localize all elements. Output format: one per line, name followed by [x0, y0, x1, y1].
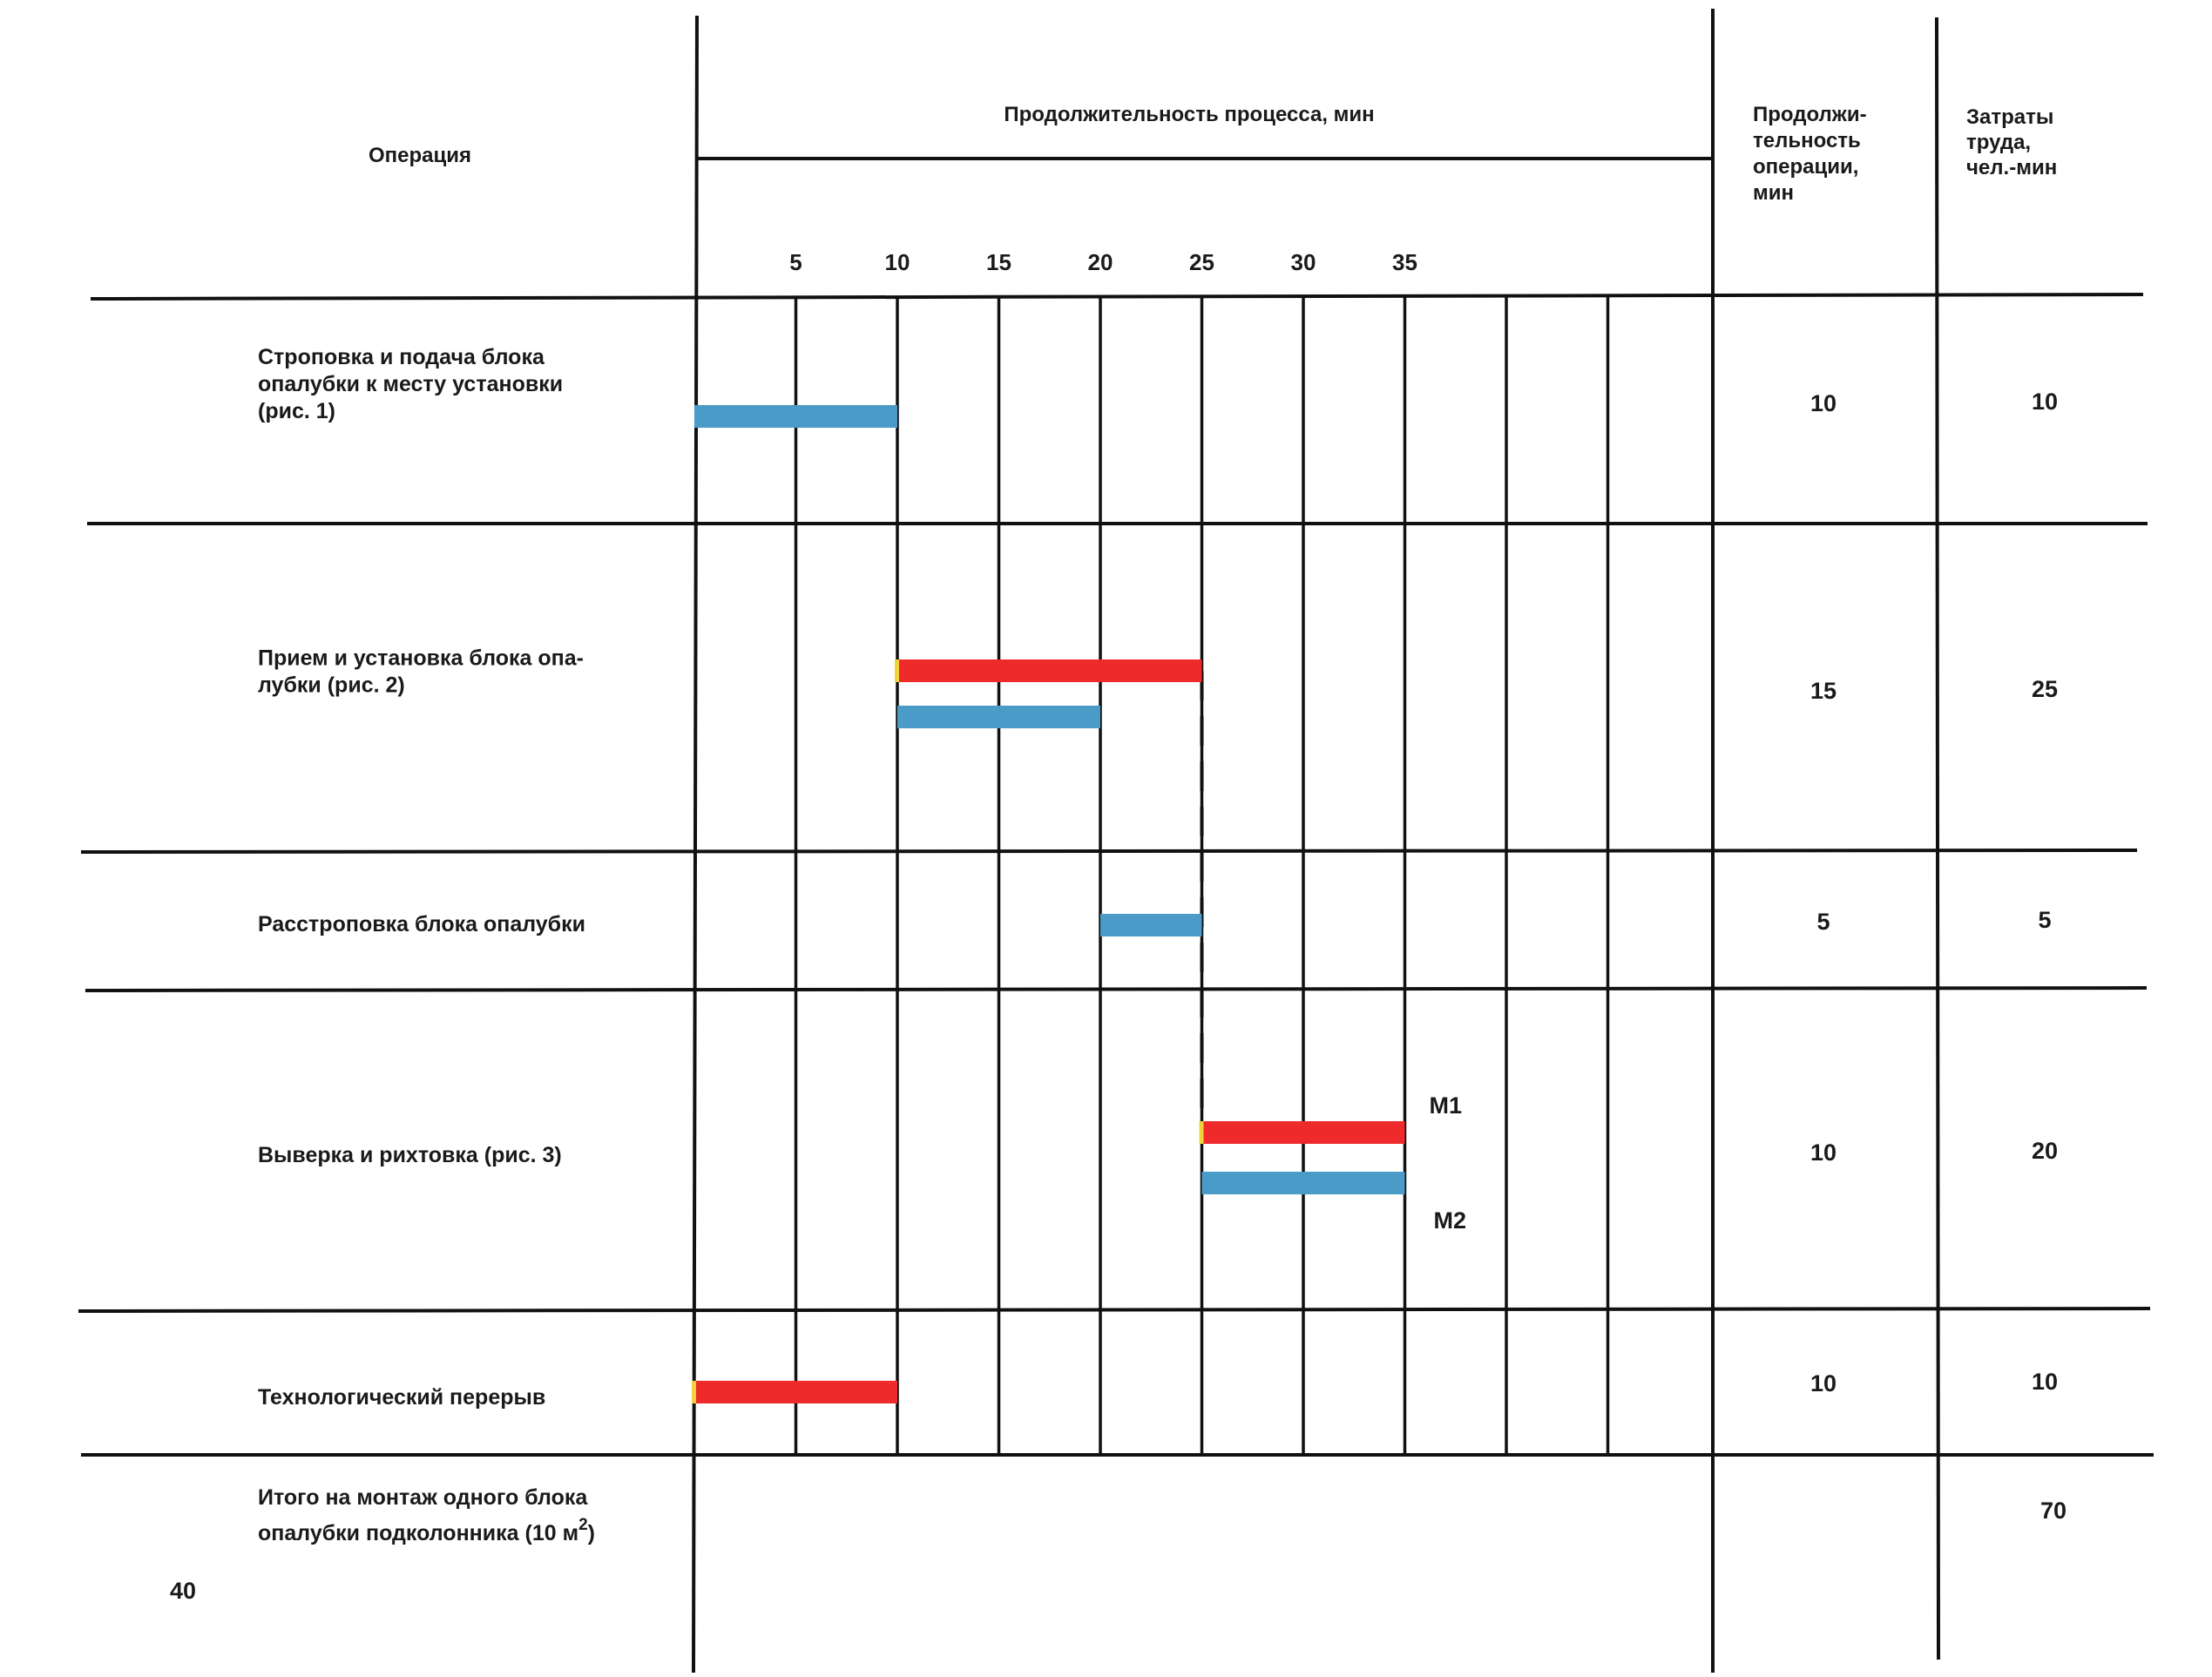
header-op-duration-line: тельность [1753, 129, 1861, 152]
header-process-duration: Продолжительность процесса, мин [1004, 103, 1375, 126]
x-tick-label: 15 [986, 249, 1011, 275]
total-label-line: Итого на монтаж одного блока [258, 1485, 588, 1510]
header-op-duration [1753, 103, 1867, 205]
operation-duration: 10 [1810, 390, 1837, 416]
total-row [258, 1485, 2067, 1545]
bar-label: М1 [1429, 1092, 1463, 1119]
operation-label: (рис. 1) [258, 399, 335, 423]
total-label-line [258, 1516, 595, 1545]
header-labor-line: чел.-мин [1966, 156, 2058, 179]
total-label-text: опалубки подколонника (10 м [258, 1521, 579, 1545]
operation-label: лубки (рис. 2) [258, 673, 405, 698]
bars [692, 405, 1466, 1403]
x-tick-label: 35 [1392, 249, 1417, 275]
bar-start-mark [895, 659, 899, 682]
header-operation: Операция [368, 144, 472, 167]
labor-cost: 25 [2031, 676, 2059, 702]
header-labor [1966, 105, 2057, 179]
header-op-duration-line: мин [1753, 181, 1795, 205]
x-tick-label: 20 [1087, 249, 1113, 275]
row-line-2 [81, 850, 2137, 852]
operation-label: Прием и установка блока опа- [258, 646, 584, 671]
blue-bar [694, 405, 897, 428]
operation-label: Выверка и рихтовка (рис. 3) [258, 1143, 562, 1167]
row-texts [258, 345, 2058, 1410]
blue-bar [897, 706, 1100, 728]
x-tick-label: 5 [789, 249, 802, 275]
labor-cost: 20 [2031, 1138, 2059, 1164]
row-line-3 [85, 988, 2147, 991]
operation-duration: 10 [1810, 1139, 1837, 1166]
operation-duration: 15 [1810, 678, 1837, 704]
operation-label: Строповка и подача блока [258, 345, 545, 369]
labor-cost: 10 [2031, 1369, 2059, 1395]
total-labor: 70 [2040, 1498, 2067, 1524]
header-labor-line: Затраты [1966, 105, 2054, 129]
header-op-duration-line: Продолжи- [1753, 103, 1867, 126]
blue-bar [1100, 914, 1202, 937]
divider-duration-labor [1937, 17, 1938, 1660]
x-tick-labels [789, 249, 1417, 275]
row-line-4 [78, 1308, 2150, 1311]
labor-cost: 10 [2031, 389, 2059, 415]
total-label-superscript: 2 [578, 1516, 588, 1534]
x-tick-label: 10 [884, 249, 910, 275]
labor-cost: 5 [2038, 907, 2052, 933]
page-number: 40 [169, 1578, 197, 1604]
x-tick-label: 30 [1290, 249, 1316, 275]
red-bar [897, 659, 1202, 682]
red-bar [694, 1381, 897, 1403]
operation-label: опалубки к месту установки [258, 372, 564, 396]
header-op-duration-line: операции, [1753, 155, 1859, 179]
divider-operation-chart [693, 16, 697, 1673]
bar-start-mark [1200, 1121, 1204, 1144]
x-tick-label: 25 [1189, 249, 1214, 275]
operation-duration: 10 [1810, 1370, 1837, 1396]
total-label-close: ) [587, 1521, 595, 1545]
operation-label: Расстроповка блока опалубки [258, 912, 586, 937]
blue-bar [1202, 1172, 1405, 1194]
bar-label: М2 [1433, 1207, 1467, 1234]
red-bar [1202, 1121, 1405, 1144]
bar-start-mark [692, 1381, 696, 1403]
operation-label: Технологический перерыв [258, 1385, 546, 1410]
header-labor-line: труда, [1966, 131, 2032, 154]
operation-duration: 5 [1816, 909, 1830, 935]
row-line-top [91, 294, 2143, 299]
